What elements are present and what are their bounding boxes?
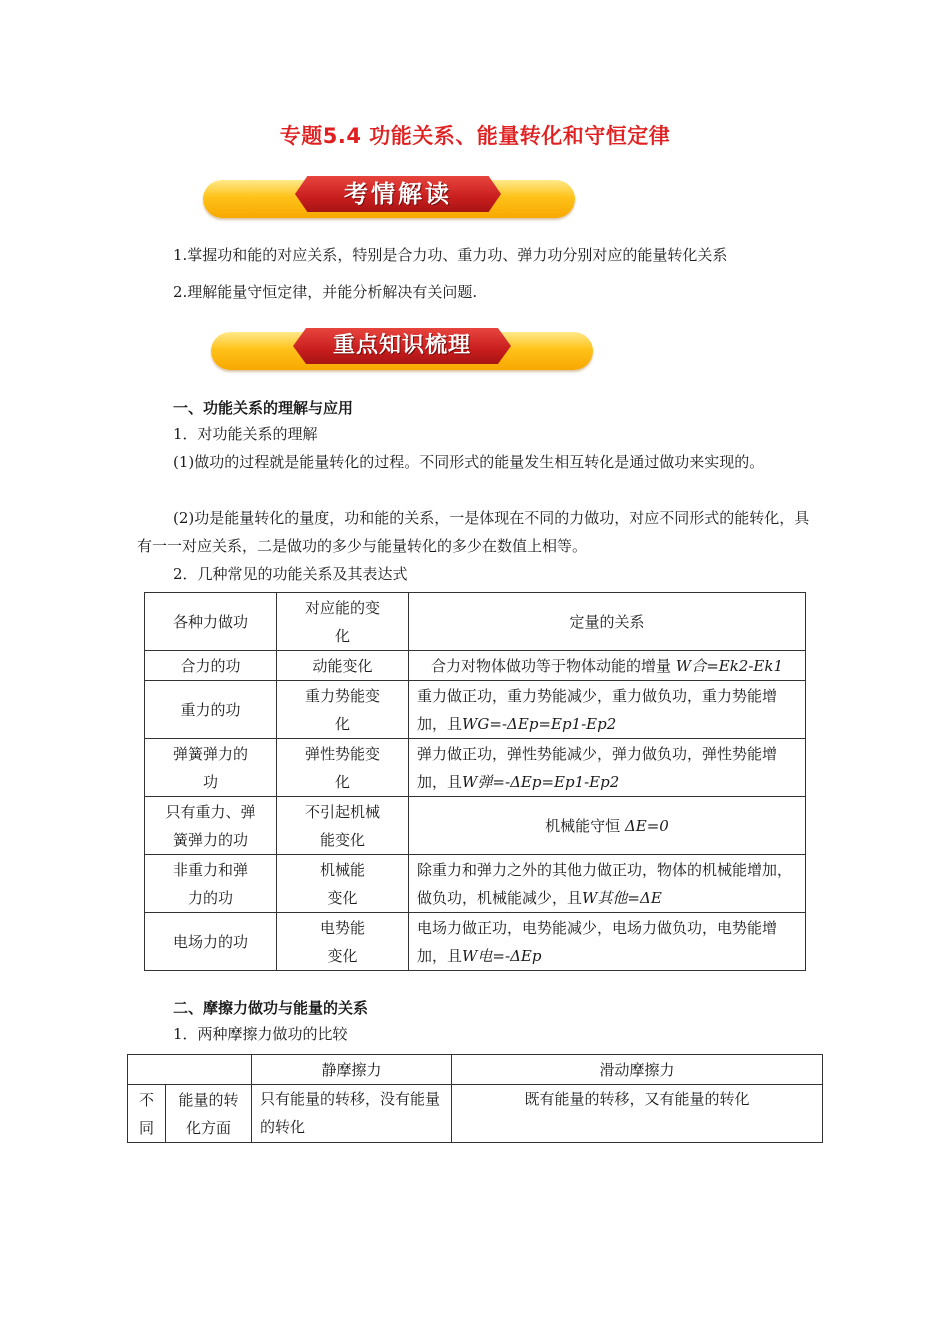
row-label: 能量的转化方面: [166, 1085, 252, 1143]
formula: W合=Ek2-Ek1: [675, 656, 784, 675]
change-cell: 重力势能变化: [277, 681, 409, 739]
table-row: [145, 855, 806, 913]
change-cell: 电势能变化: [277, 913, 409, 971]
formula: W弹=-ΔEp=Ep1-Ep2: [462, 772, 620, 791]
goal-2: 2.理解能量守恒定律，并能分析解决有关问题.: [173, 283, 478, 301]
page-title: 专题5.4 功能关系、能量转化和守恒定律: [279, 124, 671, 148]
section2-sub1: 1．两种摩擦力做功的比较: [173, 1025, 348, 1043]
table-row: [128, 1085, 823, 1143]
relation-text: 除重力和弹力之外的其他力做正功，物体的机械能增加，做负功，机械能减少，且: [417, 860, 793, 907]
formula: W电=-ΔEp: [462, 946, 542, 965]
relation-cell: [409, 855, 806, 913]
force-cell: 非重力和弹力的功: [145, 855, 277, 913]
sliding-cell: 既有能量的转移，又有能量的转化: [452, 1085, 823, 1143]
table-row: [145, 739, 806, 797]
change-cell: 动能变化: [277, 651, 409, 681]
header-change: 对应能的变化: [277, 593, 409, 651]
relation-text: 重力做正功，重力势能减少，重力做负功，重力势能增加，且: [417, 686, 778, 733]
header-sliding: 滑动摩擦力: [452, 1055, 823, 1085]
relation-cell: [409, 913, 806, 971]
section1-sub2: 2．几种常见的功能关系及其表达式: [173, 565, 408, 583]
section1-p2: (2)功是能量转化的量度，功和能的关系，一是体现在不同的力做功，对应不同形式的能转化，具有一一对应关系，二是做功的多少与能量转化的多少在数值上相等。: [137, 509, 810, 555]
header-static: 静摩擦力: [252, 1055, 452, 1085]
force-cell: 弹簧弹力的功: [145, 739, 277, 797]
banner-label: 重点知识梳理: [332, 333, 471, 358]
table-header-row: [128, 1055, 823, 1085]
relation-text: 合力对物体做功等于物体动能的增量: [430, 656, 671, 675]
banner-label: 考情解读: [344, 180, 452, 208]
relation-text: 机械能守恒: [545, 816, 621, 835]
formula: W其他=ΔE: [582, 888, 662, 907]
banner-exam-analysis: [203, 176, 575, 218]
relation-text: 电场力做正功，电势能减少，电场力做负功，电势能增加，且: [417, 918, 778, 965]
table-header-row: [145, 593, 806, 651]
change-cell: 机械能变化: [277, 855, 409, 913]
table-row: [145, 651, 806, 681]
relation-cell: [409, 797, 806, 855]
goal-1: 1.掌握功和能的对应关系，特别是合力功、重力功、弹力功分别对应的能量转化关系: [173, 246, 728, 264]
row-group-label: 不同: [128, 1085, 166, 1143]
relation-cell: [409, 681, 806, 739]
force-cell: 重力的功: [145, 681, 277, 739]
force-cell: 只有重力、弹簧弹力的功: [145, 797, 277, 855]
force-cell: 电场力的功: [145, 913, 277, 971]
table-row: [145, 681, 806, 739]
friction-table: [127, 1054, 823, 1143]
change-cell: 不引起机械能变化: [277, 797, 409, 855]
static-cell: 只有能量的转移，没有能量的转化: [252, 1085, 452, 1143]
formula: WG=-ΔEp=Ep1-Ep2: [462, 714, 617, 733]
header-relation: 定量的关系: [409, 593, 806, 651]
header-empty: [128, 1055, 252, 1085]
force-cell: 合力的功: [145, 651, 277, 681]
banner-key-knowledge: [211, 328, 593, 370]
section1-heading: 一、功能关系的理解与应用: [173, 399, 354, 417]
relation-text: 弹力做正功，弹性势能减少，弹力做负功，弹性势能增加，且: [417, 744, 778, 791]
formula: ΔE=0: [624, 816, 669, 835]
relation-cell: [409, 739, 806, 797]
work-energy-table: [144, 592, 806, 971]
relation-cell: [409, 651, 806, 681]
section2-heading: 二、摩擦力做功与能量的关系: [173, 999, 369, 1017]
section1-p1: (1)做功的过程就是能量转化的过程。不同形式的能量发生相互转化是通过做功来实现的。: [173, 453, 765, 471]
header-force: 各种力做功: [145, 593, 277, 651]
change-cell: 弹性势能变化: [277, 739, 409, 797]
table-row: [145, 797, 806, 855]
table-row: [145, 913, 806, 971]
section1-sub1: 1．对功能关系的理解: [173, 425, 318, 443]
